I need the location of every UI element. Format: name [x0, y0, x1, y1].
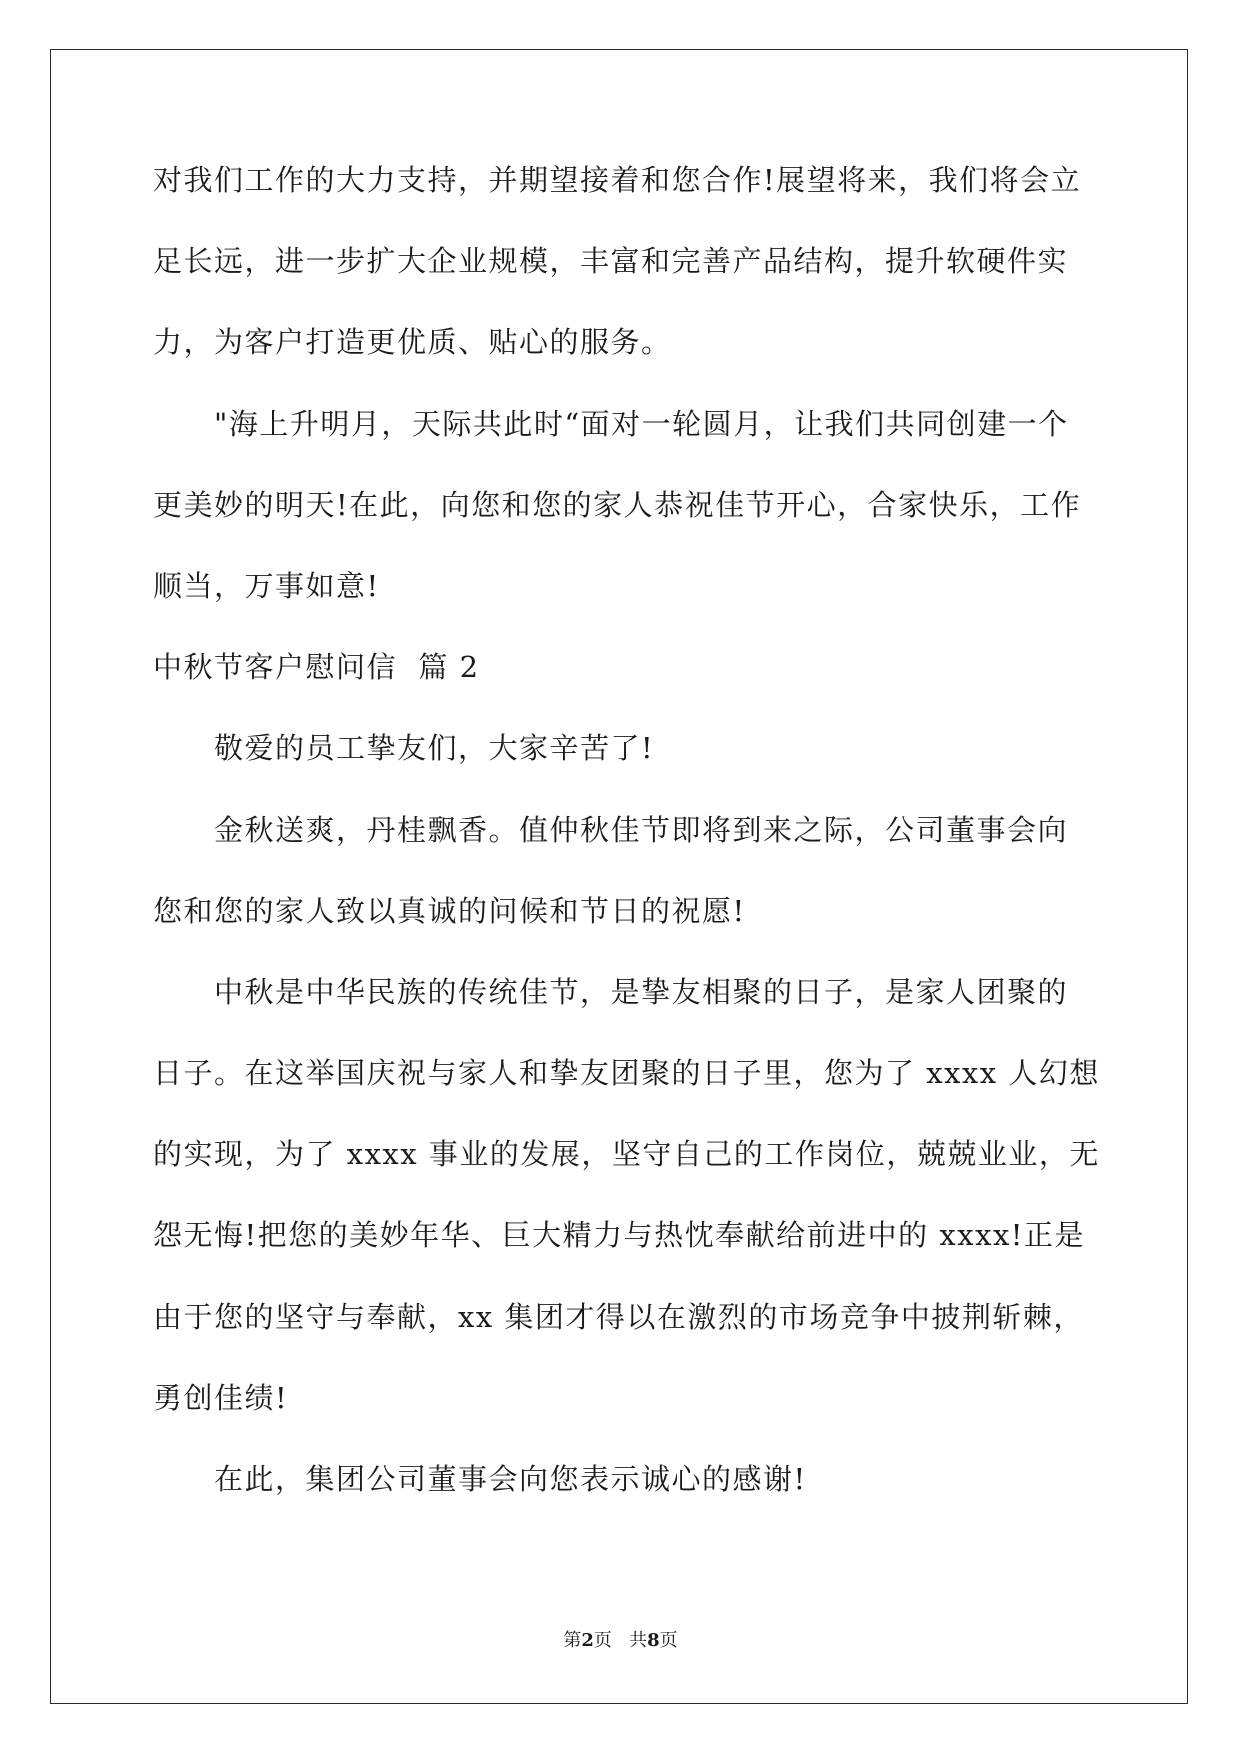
- page-footer: [0, 1626, 1241, 1652]
- text-line: 勇创佳绩!: [153, 1380, 289, 1415]
- text-line: "海上升明月，天际共此时“面对一轮圆月，让我们共同创建一个: [214, 406, 1069, 441]
- text-line: 更美妙的明天!在此，向您和您的家人恭祝佳节开心，合家快乐，工作: [153, 487, 1082, 522]
- total-suffix: 页: [659, 1630, 678, 1651]
- text-line: 的实现，为了 xxxx 事业的发展，坚守自己的工作岗位，兢兢业业，无: [153, 1137, 1100, 1172]
- text-line: 力，为客户打造更优质、贴心的服务。: [153, 325, 672, 360]
- text-line: 顺当，万事如意!: [153, 568, 380, 603]
- text-line: 您和您的家人致以真诚的问候和节日的祝愿!: [153, 893, 746, 928]
- total-prefix: 共: [629, 1630, 648, 1651]
- section-heading: 中秋节客户慰问信 篇 2: [153, 650, 480, 685]
- text-line: 中秋是中华民族的传统佳节，是挚友相聚的日子，是家人团聚的: [214, 974, 1069, 1009]
- text-line: 敬爱的员工挚友们，大家辛苦了!: [214, 731, 655, 766]
- text-line: 在此，集团公司董事会向您表示诚心的感谢!: [214, 1462, 807, 1496]
- text-line: 足长远，进一步扩大企业规模，丰富和完善产品结构，提升软硬件实: [153, 244, 1069, 279]
- current-page-number: 2: [581, 1630, 594, 1651]
- page-prefix: 第: [563, 1630, 582, 1651]
- text-line: 对我们工作的大力支持，并期望接着和您合作!展望将来，我们将会立: [153, 163, 1082, 197]
- text-line: 金秋送爽，丹桂飘香。值仲秋佳节即将到来之际，公司董事会向: [214, 812, 1069, 847]
- text-line: 怨无悔!把您的美妙年华、巨大精力与热忱奉献给前进中的 xxxx!正是: [153, 1218, 1085, 1253]
- text-line: 由于您的坚守与奉献，xx 集团才得以在激烈的市场竞争中披荆斩棘，: [153, 1299, 1084, 1334]
- page-suffix: 页: [593, 1630, 612, 1651]
- document-body: [153, 160, 1100, 1540]
- text-line: 日子。在这举国庆祝与家人和挚友团聚的日子里，您为了 xxxx 人幻想: [153, 1056, 1100, 1091]
- total-pages-number: 8: [647, 1630, 660, 1651]
